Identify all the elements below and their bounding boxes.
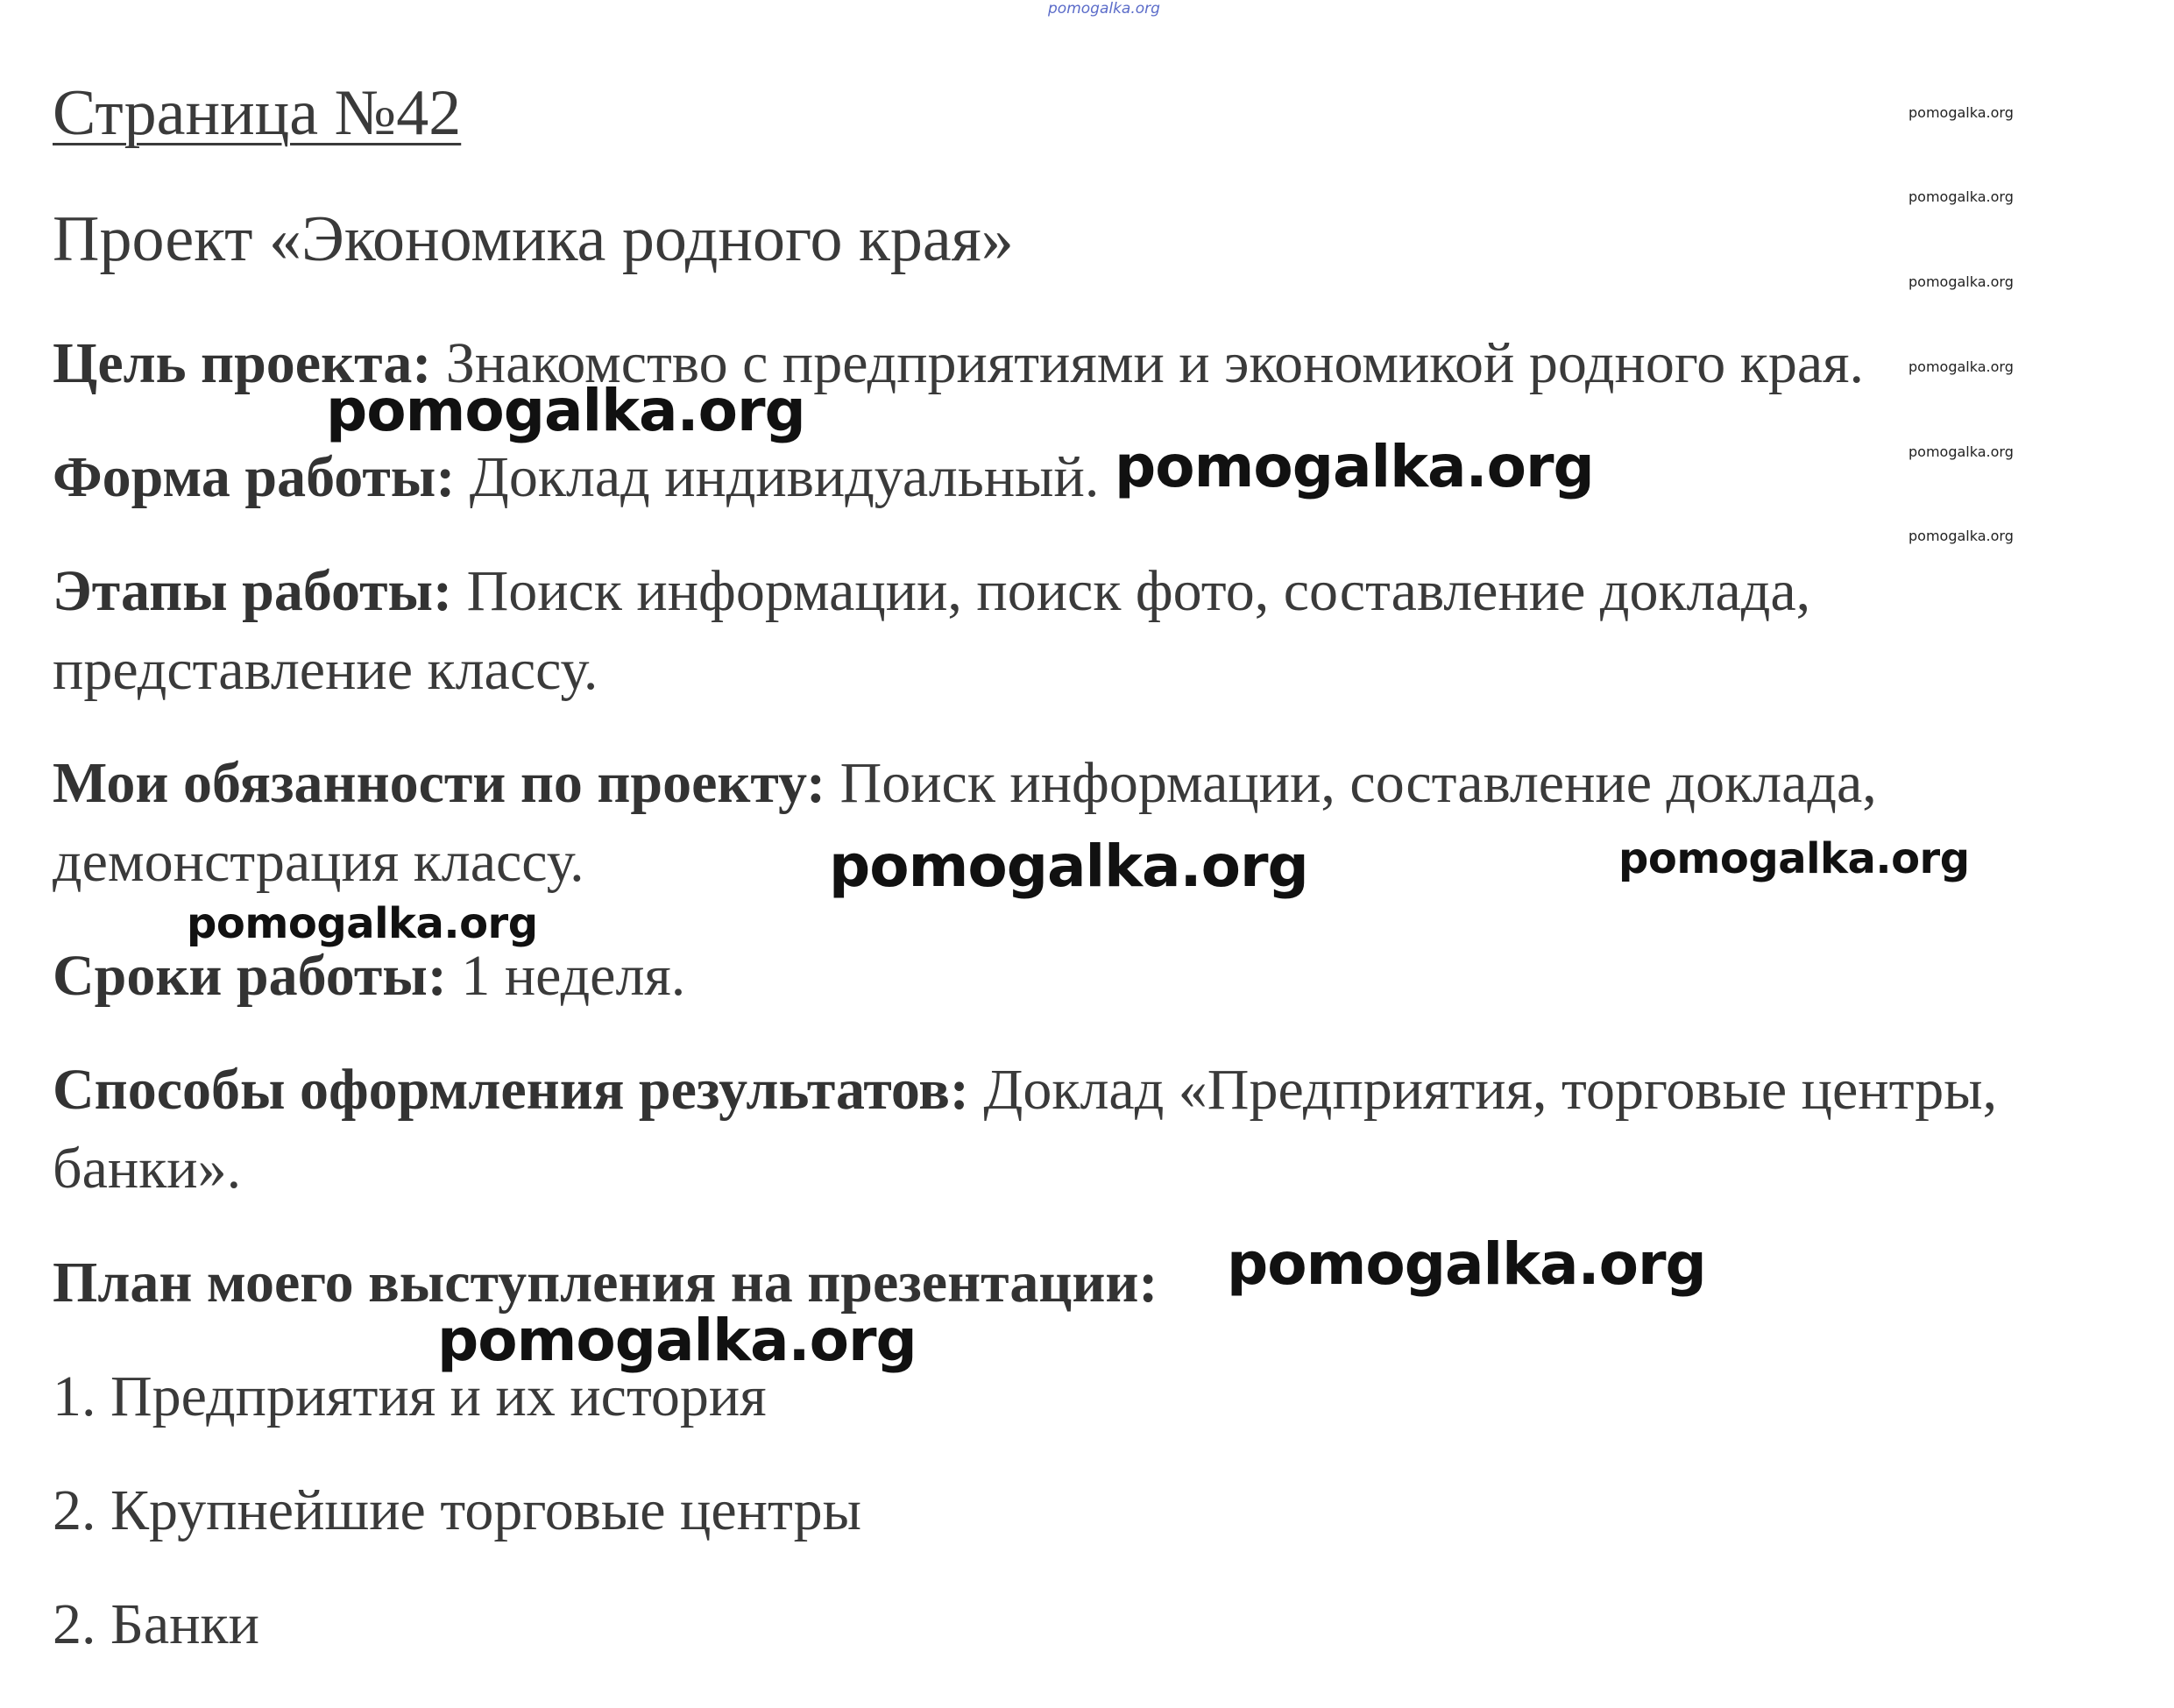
goal-label: Цель проекта: <box>53 331 432 395</box>
stages-value-1: Поиск информации, поиск фото, составление доклада, <box>452 559 1811 623</box>
watermark-overlay-6: pomogalka.org <box>1227 1230 1706 1298</box>
stages-line-2 <box>53 638 598 702</box>
form-line <box>53 445 1100 509</box>
plan-line <box>53 1251 1158 1315</box>
plan-label: План моего выступления на презентации: <box>53 1251 1158 1315</box>
watermark-top: pomogalka.org <box>1048 0 1160 18</box>
goal-value: Знакомство с предприятиями и экономикой родного края. <box>431 331 1864 395</box>
watermark-side-1: pomogalka.org <box>1908 104 2014 121</box>
project-title: Проект «Экономика родного края» <box>53 203 1014 275</box>
terms-line <box>53 944 686 1008</box>
watermark-side-2: pomogalka.org <box>1908 188 2014 205</box>
watermark-overlay-3: pomogalka.org <box>829 833 1308 900</box>
duties-value-1: Поиск информации, составление доклада, <box>825 751 1877 815</box>
results-line-2 <box>53 1137 242 1201</box>
page-title: Страница №42 <box>53 77 462 149</box>
plan-item-2: 2. Крупнейшие торговые центры <box>53 1478 861 1542</box>
watermark-overlay-1: pomogalka.org <box>326 377 805 444</box>
results-value-2: банки». <box>53 1137 242 1201</box>
duties-label: Мои обязанности по проекту: <box>53 751 826 815</box>
results-value-1: Доклад «Предприятия, торговые центры, <box>968 1058 1998 1122</box>
watermark-overlay-7: pomogalka.org <box>437 1307 917 1374</box>
results-label: Способы оформления результатов: <box>53 1058 969 1122</box>
watermark-side-3: pomogalka.org <box>1908 273 2014 290</box>
watermark-overlay-4: pomogalka.org <box>1618 834 1970 883</box>
watermark-side-4: pomogalka.org <box>1908 358 2014 375</box>
duties-line-1 <box>53 751 1877 815</box>
watermark-overlay-5: pomogalka.org <box>187 899 538 948</box>
plan-item-1: 1. Предприятия и их история <box>53 1364 767 1428</box>
duties-line-2 <box>53 830 584 894</box>
goal-line <box>53 331 1864 395</box>
terms-value: 1 неделя. <box>446 944 686 1008</box>
plan-item-3: 2. Банки <box>53 1592 259 1656</box>
form-value: Доклад индивидуальный. <box>455 445 1100 509</box>
watermark-overlay-2: pomogalka.org <box>1115 433 1594 500</box>
stages-label: Этапы работы: <box>53 559 453 623</box>
watermark-side-5: pomogalka.org <box>1908 443 2014 460</box>
form-label: Форма работы: <box>53 445 456 509</box>
results-line-1 <box>53 1058 1998 1122</box>
stages-line-1 <box>53 559 1811 623</box>
stages-value-2: представление классу. <box>53 638 598 702</box>
duties-value-2: демонстрация классу. <box>53 830 584 894</box>
terms-label: Сроки работы: <box>53 944 447 1008</box>
watermark-side-6: pomogalka.org <box>1908 528 2014 544</box>
